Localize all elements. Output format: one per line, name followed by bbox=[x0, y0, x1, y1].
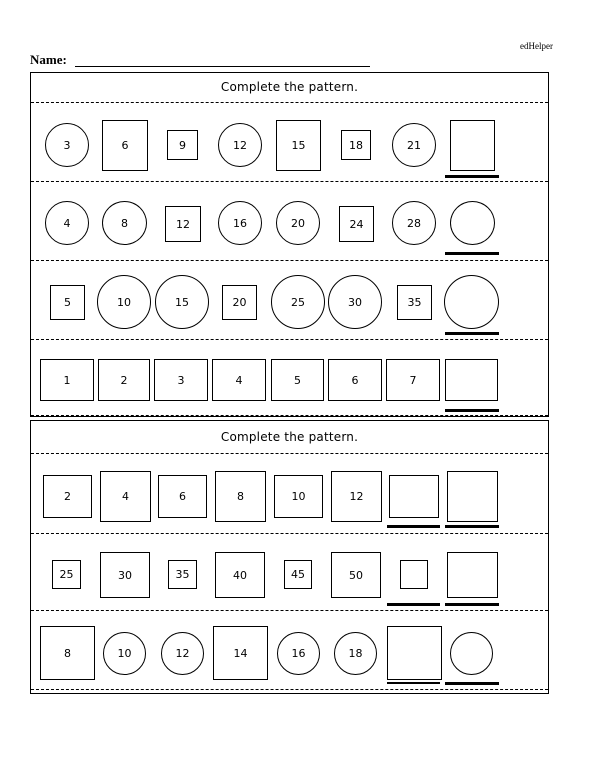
shape-square: 35 bbox=[397, 285, 432, 320]
shape-circle: 4 bbox=[45, 201, 89, 245]
name-label: Name: bbox=[30, 52, 67, 67]
answer-line bbox=[445, 252, 499, 255]
pattern-section-2 bbox=[30, 420, 549, 694]
shape-rect: 2 bbox=[98, 359, 150, 401]
answer-square[interactable] bbox=[450, 120, 495, 171]
answer-line bbox=[445, 175, 499, 178]
shape-circle: 10 bbox=[97, 275, 151, 329]
section-title: Complete the pattern. bbox=[220, 430, 359, 444]
shape-rect: 6 bbox=[158, 475, 207, 518]
answer-rect[interactable] bbox=[447, 471, 498, 522]
answer-square[interactable] bbox=[387, 626, 442, 680]
divider bbox=[31, 415, 548, 416]
shape-rect: 50 bbox=[331, 552, 381, 598]
shape-circle: 20 bbox=[276, 201, 320, 245]
shape-square: 24 bbox=[339, 206, 374, 242]
shape-rect: 40 bbox=[215, 552, 265, 598]
divider bbox=[31, 260, 548, 261]
shape-rect: 4 bbox=[100, 471, 151, 522]
divider bbox=[31, 102, 548, 103]
shape-square: 45 bbox=[284, 560, 312, 589]
answer-rect[interactable] bbox=[389, 475, 439, 518]
shape-circle: 25 bbox=[271, 275, 325, 329]
divider bbox=[31, 610, 548, 611]
answer-circle[interactable] bbox=[450, 632, 493, 675]
shape-rect: 2 bbox=[43, 475, 92, 518]
shape-rect: 30 bbox=[100, 552, 150, 598]
shape-circle: 12 bbox=[161, 632, 204, 675]
answer-line bbox=[445, 409, 499, 412]
shape-rect: 12 bbox=[331, 471, 382, 522]
answer-line bbox=[445, 682, 499, 685]
shape-rect: 1 bbox=[40, 359, 94, 401]
shape-rect: 3 bbox=[154, 359, 208, 401]
divider bbox=[31, 533, 548, 534]
shape-square: 9 bbox=[167, 130, 198, 160]
answer-line bbox=[387, 682, 440, 684]
section-title: Complete the pattern. bbox=[220, 80, 359, 94]
shape-circle: 30 bbox=[328, 275, 382, 329]
divider bbox=[31, 339, 548, 340]
shape-rect: 6 bbox=[328, 359, 382, 401]
shape-circle: 8 bbox=[102, 201, 147, 245]
answer-line bbox=[445, 603, 499, 606]
shape-square: 5 bbox=[50, 285, 85, 320]
shape-square: 18 bbox=[341, 130, 371, 160]
divider bbox=[31, 181, 548, 182]
brand-label: edHelper bbox=[520, 41, 553, 51]
shape-circle: 3 bbox=[45, 123, 89, 167]
shape-square: 12 bbox=[165, 206, 201, 242]
answer-circle[interactable] bbox=[444, 275, 499, 329]
shape-square: 20 bbox=[222, 285, 257, 320]
answer-circle[interactable] bbox=[450, 201, 495, 245]
answer-line bbox=[387, 603, 440, 606]
shape-circle: 28 bbox=[392, 201, 436, 245]
shape-circle: 15 bbox=[155, 275, 209, 329]
divider bbox=[31, 453, 548, 454]
answer-square[interactable] bbox=[400, 560, 428, 589]
shape-circle: 21 bbox=[392, 123, 436, 167]
answer-rect[interactable] bbox=[445, 359, 498, 401]
answer-rect[interactable] bbox=[447, 552, 498, 598]
shape-circle: 12 bbox=[218, 123, 262, 167]
shape-square: 35 bbox=[168, 560, 197, 589]
shape-square: 8 bbox=[40, 626, 95, 680]
pattern-section-1 bbox=[30, 72, 549, 417]
shape-rect: 4 bbox=[212, 359, 266, 401]
shape-circle: 18 bbox=[334, 632, 377, 675]
answer-line bbox=[445, 332, 499, 335]
shape-circle: 16 bbox=[277, 632, 320, 675]
shape-circle: 16 bbox=[218, 201, 262, 245]
answer-line bbox=[445, 525, 499, 528]
shape-square: 15 bbox=[276, 120, 321, 171]
shape-rect: 7 bbox=[386, 359, 440, 401]
answer-line bbox=[387, 525, 440, 528]
name-field[interactable] bbox=[75, 66, 370, 67]
shape-rect: 10 bbox=[274, 475, 323, 518]
divider bbox=[31, 689, 548, 690]
shape-rect: 8 bbox=[215, 471, 266, 522]
shape-circle: 10 bbox=[103, 632, 146, 675]
shape-square: 25 bbox=[52, 560, 81, 589]
shape-square: 14 bbox=[213, 626, 268, 680]
shape-rect: 5 bbox=[271, 359, 324, 401]
shape-square: 6 bbox=[102, 120, 148, 171]
